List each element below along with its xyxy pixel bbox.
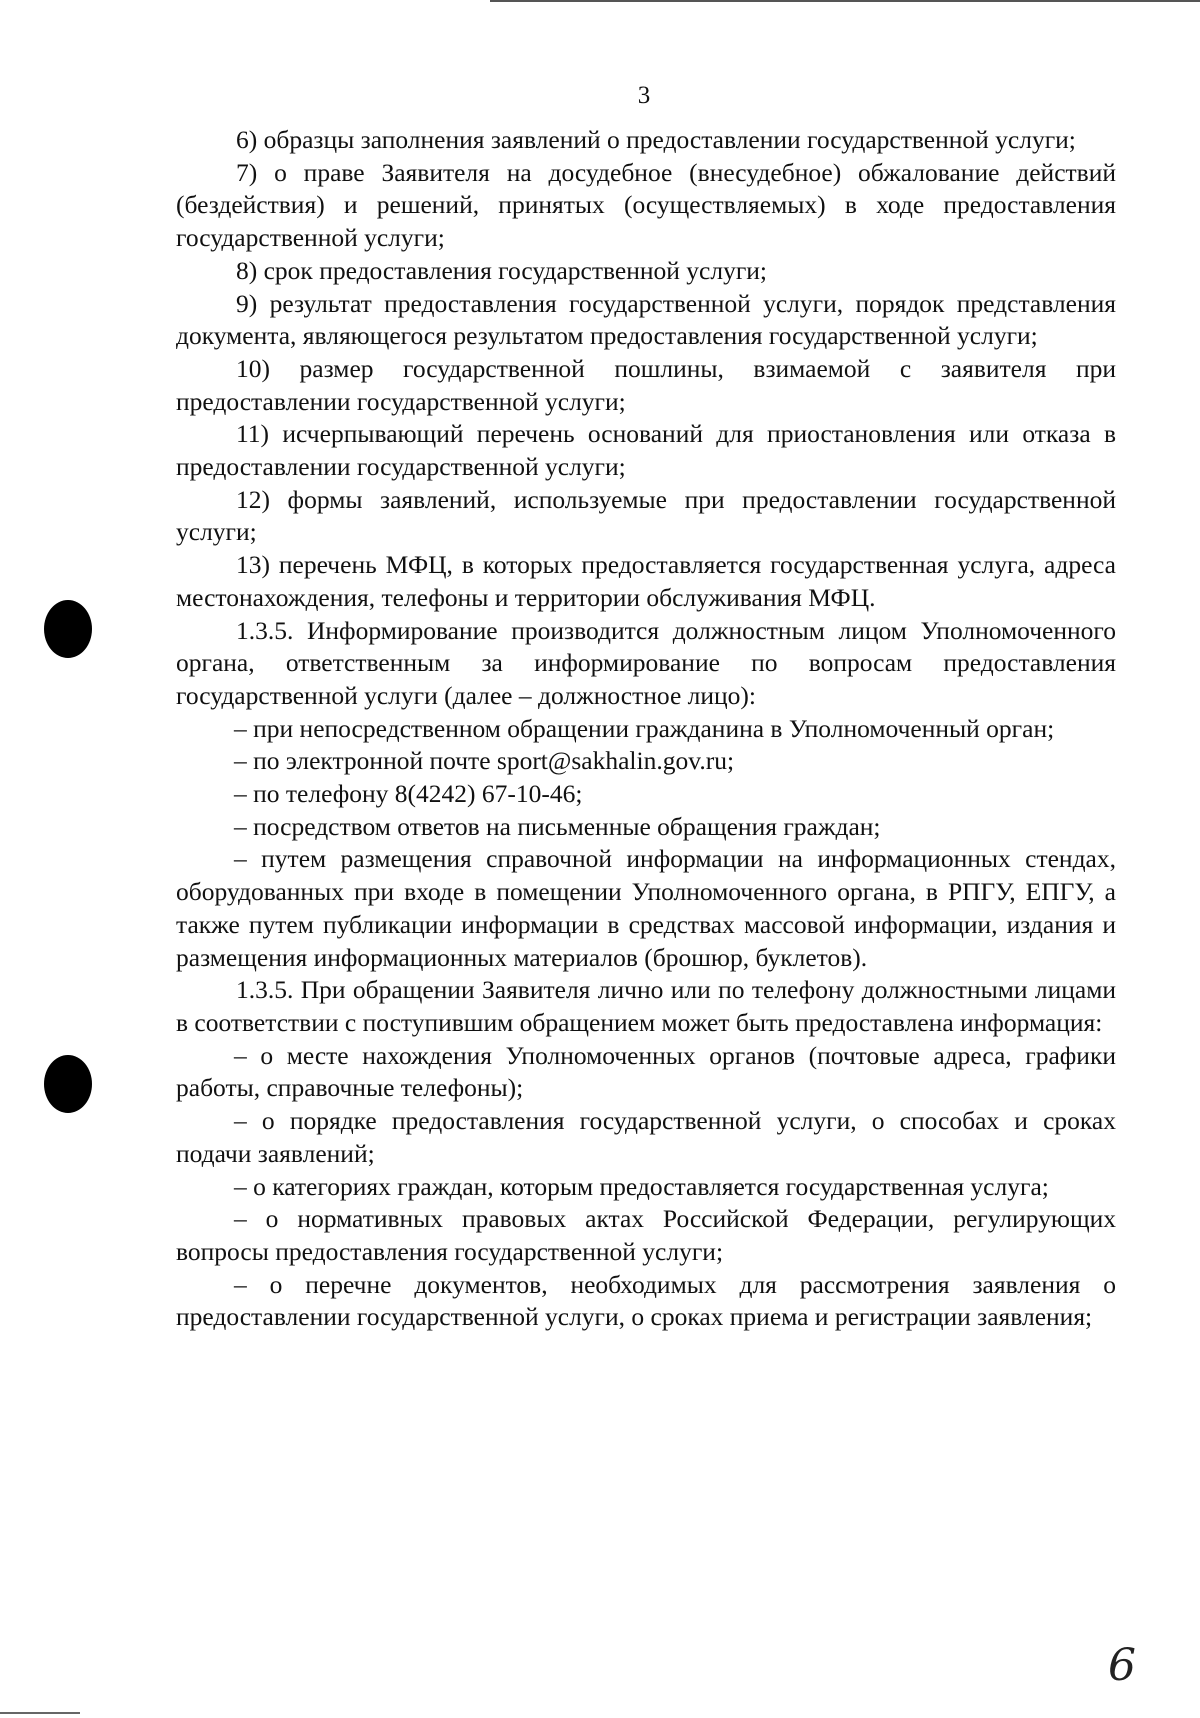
paragraph: 1.3.5. Информирование производится должностным лицом Уполномоченного органа, ответственным за информирование по вопросам предоставления государственной услуги (далее – должностное лицо):: [176, 615, 1116, 710]
list-item: – о перечне документов, необходимых для рассмотрения заявления о предоставлении государственной услуги, о сроках приема и регистрации заявления;: [176, 1269, 1116, 1332]
paragraph: 8) срок предоставления государственной услуги;: [236, 255, 768, 285]
list-item: – посредством ответов на письменные обращения граждан;: [234, 811, 881, 841]
page-number: 3: [637, 82, 651, 109]
paragraph: 1.3.5. При обращении Заявителя лично или по телефону должностными лицами в соответствии с поступившим обращением может быть предоставлена информация:: [176, 975, 1116, 1037]
paragraph: 9) результат предоставления государственной услуги, порядок представления документа, являющегося результатом предоставления государственной услуги;: [176, 288, 1116, 351]
punch-hole: [44, 600, 92, 658]
list-item: – о нормативных правовых актах Российской Федерации, регулирующих вопросы предоставления государственной услуги;: [176, 1204, 1116, 1266]
list-item: – путем размещения справочной информации на информационных стендах, оборудованных при входе в помещении Уполномоченного органа, в РПГУ, ЕПГУ, а также путем публикации информации в средствах массовой информации, издания и размещения информационных материалов (брошюр, буклетов).: [176, 844, 1116, 972]
paragraph: 11) исчерпывающий перечень оснований для приостановления или отказа в предоставлении государственной услуги;: [176, 419, 1116, 482]
list-item: – о порядке предоставления государственной услуги, о способах и сроках подачи заявлений;: [176, 1106, 1116, 1168]
paragraph: 10) размер государственной пошлины, взимаемой с заявителя при предоставлении государственной услуги;: [176, 353, 1116, 416]
punch-hole: [44, 1055, 92, 1113]
list-item: – по телефону 8(4242) 67-10-46;: [234, 779, 583, 809]
list-item: – при непосредственном обращении гражданина в Уполномоченный орган;: [234, 713, 1055, 743]
paragraph: 13) перечень МФЦ, в которых предоставляется государственная услуга, адреса местонахождения, телефоны и территории обслуживания МФЦ.: [176, 550, 1116, 612]
document-body: [176, 124, 1116, 1334]
handwritten-page-mark: 6: [1108, 1640, 1136, 1691]
paragraph: 6) образцы заполнения заявлений о предоставлении государственной услуги;: [236, 125, 1076, 154]
paragraph: 12) формы заявлений, используемые при предоставлении государственной услуги;: [176, 484, 1116, 547]
scan-edge-line-bottom: [0, 1712, 80, 1714]
paragraph: 7) о праве Заявителя на досудебное (внесудебное) обжалование действий (бездействия) и решений, принятых (осуществляемых) в ходе предоставления государственной услуги;: [176, 157, 1116, 253]
scan-edge-line: [490, 0, 1200, 2]
list-item: – по электронной почте sport@sakhalin.gov.ru;: [234, 746, 735, 776]
list-item: – о категориях граждан, которым предоставляется государственная услуга;: [234, 1171, 1049, 1201]
list-item: – о месте нахождения Уполномоченных органов (почтовые адреса, графики работы, справочные телефоны);: [176, 1040, 1116, 1103]
